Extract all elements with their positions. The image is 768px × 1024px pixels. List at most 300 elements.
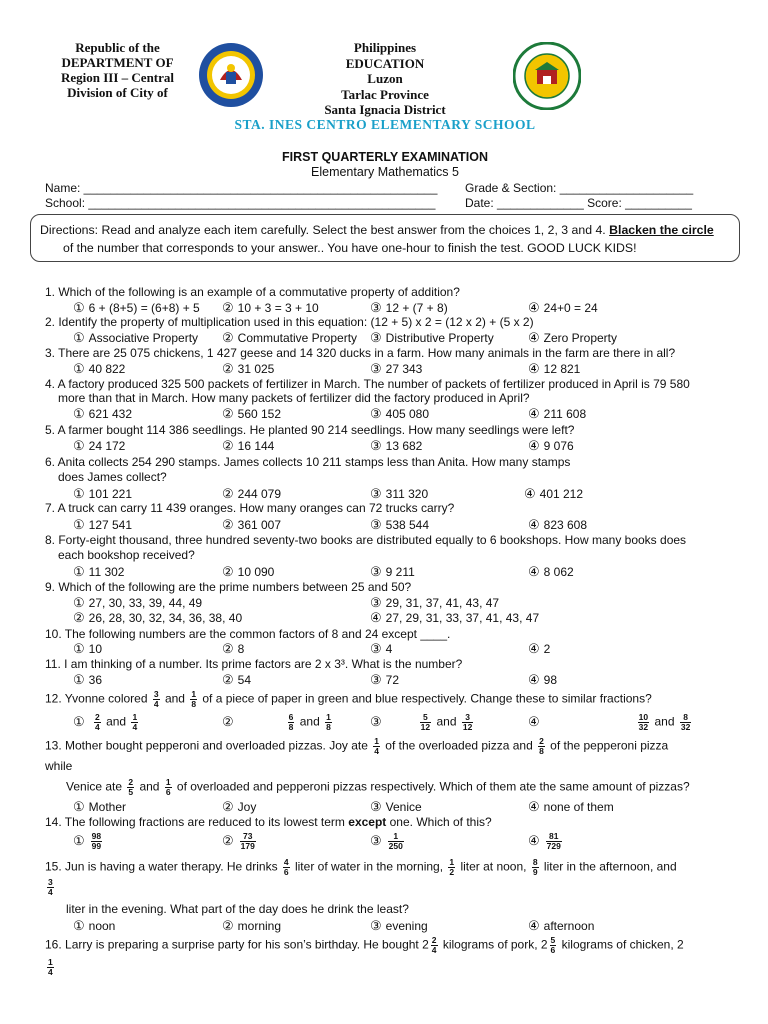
denominator: 8 xyxy=(539,746,544,756)
option-2[interactable] xyxy=(222,918,281,934)
option-circle-icon[interactable]: ① xyxy=(73,595,85,610)
option-text: 40 822 xyxy=(88,362,126,376)
option-4[interactable] xyxy=(528,713,693,732)
option-circle-icon[interactable]: ④ xyxy=(528,641,540,656)
question-text: liter in the afternoon, and xyxy=(540,859,677,874)
option-text: 24 172 xyxy=(88,439,126,453)
option-text: 9 211 xyxy=(385,565,415,579)
numerator: 1 xyxy=(449,857,455,867)
option-circle-icon[interactable]: ④ xyxy=(528,564,540,579)
option-text: 36 xyxy=(88,673,103,687)
option-3[interactable] xyxy=(370,713,475,732)
option-circle-icon[interactable]: ② xyxy=(222,672,234,687)
option-3[interactable] xyxy=(370,641,392,657)
option-circle-icon[interactable]: ④ xyxy=(528,918,540,933)
option-text: and xyxy=(106,714,127,729)
question-12 xyxy=(45,690,652,709)
option-3[interactable] xyxy=(370,918,428,934)
numerator: 10 xyxy=(638,712,649,722)
denominator: 4 xyxy=(374,746,379,756)
option-circle-icon[interactable]: ① xyxy=(73,300,85,315)
option-4[interactable] xyxy=(528,832,564,851)
option-text: 823 608 xyxy=(543,518,588,532)
question-4: 4. A factory produced 325 500 packets of fertilizer in March. The number of packets of fertilizer produced in April is 79 580 xyxy=(45,377,690,391)
option-text: Associative Property xyxy=(88,331,199,345)
option-circle-icon[interactable]: ② xyxy=(222,361,234,376)
option-circle-icon[interactable]: ③ xyxy=(370,438,382,453)
numerator: 1 xyxy=(374,736,379,746)
option-circle-icon[interactable]: ④ xyxy=(528,330,540,345)
fraction xyxy=(47,878,54,897)
question-text: Venice ate xyxy=(66,779,126,794)
option-text: Venice xyxy=(385,800,422,814)
option-circle-icon[interactable]: ① xyxy=(73,406,85,421)
question-text: 15. Jun is having a water therapy. He drinks xyxy=(45,859,281,874)
option-1[interactable] xyxy=(73,438,125,454)
header-left-line: Region III – Central xyxy=(60,70,175,85)
option-text: 12 + (7 + 8) xyxy=(385,301,448,315)
fraction xyxy=(388,832,404,851)
option-circle-icon[interactable]: ③ xyxy=(370,330,382,345)
option-2[interactable] xyxy=(222,406,281,422)
denominator: 8 xyxy=(191,699,197,709)
option-circle-icon[interactable]: ③ xyxy=(370,799,382,814)
question-text: and xyxy=(136,779,163,794)
option-circle-icon[interactable]: ③ xyxy=(370,300,382,315)
option-text: Joy xyxy=(237,800,257,814)
question-text: of the overloaded pizza and xyxy=(381,738,537,753)
option-text: 211 608 xyxy=(543,407,587,421)
question-text: kilograms of pork, 2 xyxy=(439,937,548,952)
option-1[interactable] xyxy=(73,300,200,316)
option-text: 405 080 xyxy=(385,407,430,421)
option-1[interactable] xyxy=(73,330,198,346)
school-field[interactable]: School: ____________________________________________________ xyxy=(45,196,436,210)
question-15-continued: liter in the evening. What part of the day does he drink the least? xyxy=(66,902,409,916)
fraction xyxy=(373,737,380,756)
denominator: 179 xyxy=(240,841,255,851)
option-4[interactable] xyxy=(524,486,583,502)
option-1[interactable] xyxy=(73,799,126,815)
directions-emphasis: Blacken the circle xyxy=(609,223,714,237)
option-1[interactable] xyxy=(73,595,202,611)
option-text: Zero Property xyxy=(543,331,618,345)
option-circle-icon[interactable]: ② xyxy=(222,799,234,814)
fraction xyxy=(420,713,431,732)
option-text: afternoon xyxy=(543,919,595,933)
question-6: 6. Anita collects 254 290 stamps. James collects 10 211 stamps less than Anita. How many stamps xyxy=(45,455,571,469)
option-3[interactable] xyxy=(370,832,406,851)
option-text: 2 xyxy=(543,642,551,656)
fraction xyxy=(680,713,691,732)
question-1: 1. Which of the following is an example of a commutative property of addition? xyxy=(45,285,460,299)
header-right-line: Santa Ignacia District xyxy=(324,102,446,117)
option-2[interactable] xyxy=(222,564,274,580)
option-circle-icon[interactable]: ① xyxy=(73,832,85,848)
numerator: 1 xyxy=(326,712,331,722)
option-1[interactable] xyxy=(73,486,132,502)
question-8-continued: each bookshop received? xyxy=(58,548,195,562)
option-text: 560 152 xyxy=(237,407,282,421)
option-text: 10 + 3 = 3 + 10 xyxy=(237,301,319,315)
denominator: 6 xyxy=(550,945,556,955)
question-9: 9. Which of the following are the prime numbers between 25 and 50? xyxy=(45,580,412,594)
option-circle-icon[interactable]: ① xyxy=(73,672,85,687)
option-1[interactable] xyxy=(73,713,140,732)
option-3[interactable] xyxy=(370,330,494,346)
question-4-continued: more than that in March. How many packets of fertilizer did the factory produced in April? xyxy=(58,391,530,405)
option-text: 27, 30, 33, 39, 44, 49 xyxy=(88,596,203,610)
option-text: 27 343 xyxy=(385,362,423,376)
option-circle-icon[interactable]: ① xyxy=(73,918,85,933)
option-circle-icon[interactable]: ④ xyxy=(528,713,540,729)
option-2[interactable] xyxy=(222,361,274,377)
denominator: 4 xyxy=(95,722,100,732)
option-text: 311 320 xyxy=(385,487,429,501)
question-13-continued xyxy=(66,778,690,797)
question-text: one. Which of this? xyxy=(386,815,492,829)
option-text: 9 076 xyxy=(543,439,574,453)
option-circle-icon[interactable]: ② xyxy=(222,330,234,345)
option-circle-icon[interactable]: ② xyxy=(222,486,234,501)
denominator: 8 xyxy=(288,722,294,732)
option-text: 621 432 xyxy=(88,407,133,421)
option-text: 13 682 xyxy=(385,439,423,453)
option-3[interactable] xyxy=(370,672,399,688)
option-2[interactable] xyxy=(222,641,244,657)
fraction xyxy=(431,936,438,955)
fraction xyxy=(462,713,473,732)
option-3[interactable] xyxy=(370,486,428,502)
option-text: 26, 28, 30, 32, 34, 36, 38, 40 xyxy=(88,611,243,625)
option-circle-icon[interactable]: ④ xyxy=(524,486,536,501)
option-circle-icon[interactable]: ① xyxy=(73,641,85,656)
fraction xyxy=(538,737,545,756)
directions-text xyxy=(40,221,740,257)
numerator: 1 xyxy=(132,712,138,722)
option-2[interactable] xyxy=(222,799,256,815)
option-circle-icon[interactable]: ③ xyxy=(370,713,382,729)
numerator: 3 xyxy=(462,713,473,723)
option-circle-icon[interactable]: ② xyxy=(222,832,234,848)
question-text: liter of water in the morning, xyxy=(291,859,447,874)
numerator: 3 xyxy=(48,877,53,887)
numerator: 5 xyxy=(420,713,431,723)
denominator: 4 xyxy=(48,967,53,977)
question-13 xyxy=(45,737,668,756)
option-4[interactable] xyxy=(528,330,617,346)
option-circle-icon[interactable]: ① xyxy=(73,564,85,579)
fraction xyxy=(91,832,102,851)
date-score-field[interactable]: Date: _____________ Score: __________ xyxy=(465,196,692,210)
option-text: 10 090 xyxy=(237,565,275,579)
option-3[interactable] xyxy=(370,595,499,611)
option-3[interactable] xyxy=(370,300,448,316)
option-circle-icon[interactable]: ① xyxy=(73,330,85,345)
name-field[interactable]: Name: _____________________________________________________ xyxy=(45,181,438,195)
option-circle-icon[interactable]: ④ xyxy=(370,610,382,625)
option-circle-icon[interactable]: ④ xyxy=(528,672,540,687)
option-4[interactable] xyxy=(528,672,557,688)
question-7: 7. A truck can carry 11 439 oranges. How many oranges can 72 trucks carry? xyxy=(45,501,455,515)
question-5: 5. A farmer bought 114 386 seedlings. He planted 90 214 seedlings. How many seedlings were left? xyxy=(45,423,575,437)
denominator: 250 xyxy=(388,841,403,851)
option-circle-icon[interactable]: ③ xyxy=(370,641,382,656)
fraction xyxy=(325,713,332,732)
fraction xyxy=(47,958,54,977)
option-circle-icon[interactable]: ③ xyxy=(370,361,382,376)
option-text: evening xyxy=(385,919,428,933)
option-circle-icon[interactable]: ② xyxy=(222,406,234,421)
question-text: of overloaded and pepperoni pizzas respectively. Which of them ate the same amount of pizzas? xyxy=(173,779,690,794)
question-15 xyxy=(45,858,677,877)
option-2[interactable] xyxy=(222,713,334,732)
option-circle-icon[interactable]: ③ xyxy=(370,406,382,421)
option-2[interactable] xyxy=(222,832,258,851)
option-3[interactable] xyxy=(370,438,422,454)
question-text: 14. The following fractions are reduced to its lowest term xyxy=(45,815,349,829)
fraction xyxy=(240,832,256,851)
option-circle-icon[interactable]: ④ xyxy=(528,300,540,315)
question-14 xyxy=(45,815,492,829)
option-text: Commutative Property xyxy=(237,331,358,345)
option-circle-icon[interactable]: ② xyxy=(222,300,234,315)
option-circle-icon[interactable]: ③ xyxy=(370,517,382,532)
numerator: 2 xyxy=(431,935,437,945)
denominator: 99 xyxy=(91,841,102,851)
numerator: 1 xyxy=(165,777,171,787)
option-text: 101 221 xyxy=(88,487,133,501)
option-text: none of them xyxy=(543,800,614,814)
option-1[interactable] xyxy=(73,918,115,934)
numerator: 1 xyxy=(48,957,53,967)
option-circle-icon[interactable]: ④ xyxy=(528,799,540,814)
denominator: 9 xyxy=(532,867,538,877)
denominator: 32 xyxy=(680,722,691,732)
option-4[interactable] xyxy=(528,300,598,316)
denominator: 729 xyxy=(546,841,561,851)
option-text: Distributive Property xyxy=(385,331,494,345)
numerator: 5 xyxy=(550,935,556,945)
option-text: 361 007 xyxy=(237,518,282,532)
question-16 xyxy=(45,936,684,955)
header-right-line: Luzon xyxy=(367,71,403,86)
deped-seal-icon xyxy=(198,42,264,108)
denominator: 8 xyxy=(326,722,331,732)
option-text: 12 821 xyxy=(543,362,581,376)
option-4[interactable] xyxy=(528,918,594,934)
option-4[interactable] xyxy=(528,406,586,422)
option-2[interactable] xyxy=(222,438,274,454)
option-2[interactable] xyxy=(222,300,319,316)
option-text: 401 212 xyxy=(539,487,584,501)
option-1[interactable] xyxy=(73,832,104,851)
option-3[interactable] xyxy=(370,361,422,377)
option-text: Mother xyxy=(88,800,127,814)
numerator: 8 xyxy=(532,857,538,867)
fraction xyxy=(94,713,101,732)
option-circle-icon[interactable]: ① xyxy=(73,517,85,532)
school-name: STA. INES CENTRO ELEMENTARY SCHOOL xyxy=(234,117,536,132)
option-circle-icon[interactable]: ② xyxy=(222,517,234,532)
option-2[interactable] xyxy=(222,517,281,533)
option-3[interactable] xyxy=(370,799,422,815)
fraction xyxy=(288,713,295,732)
denominator: 32 xyxy=(638,722,649,732)
question-text: of a piece of paper in green and blue respectively. Change these to similar fractions? xyxy=(199,691,652,706)
option-circle-icon[interactable]: ② xyxy=(73,610,85,625)
denominator: 12 xyxy=(462,722,473,732)
question-text: 13. Mother bought pepperoni and overloaded pizzas. Joy ate xyxy=(45,738,372,753)
numerator: 1 xyxy=(191,689,197,699)
grade-section-field[interactable]: Grade & Section: ____________________ xyxy=(465,181,694,195)
numerator: 98 xyxy=(91,831,102,841)
option-circle-icon[interactable]: ④ xyxy=(528,517,540,532)
question-16-fraction-line xyxy=(45,958,56,977)
numerator: 3 xyxy=(153,689,159,699)
question-text: 16. Larry is preparing a surprise party for his son’s birthday. He bought 2 xyxy=(45,937,429,952)
question-text: of the pepperoni pizza xyxy=(546,738,669,753)
option-3[interactable] xyxy=(370,517,429,533)
option-text: 538 544 xyxy=(385,518,430,532)
option-text: 31 025 xyxy=(237,362,275,376)
option-circle-icon[interactable]: ② xyxy=(222,713,234,729)
question-6-continued: does James collect? xyxy=(58,470,167,484)
option-circle-icon[interactable]: ④ xyxy=(528,361,540,376)
numerator: 81 xyxy=(546,832,562,842)
option-text: noon xyxy=(88,919,116,933)
question-10: 10. The following numbers are the common factors of 8 and 24 except ____. xyxy=(45,627,451,641)
header-right-line: EDUCATION xyxy=(345,55,425,71)
option-circle-icon[interactable]: ② xyxy=(222,641,234,656)
option-circle-icon[interactable]: ④ xyxy=(528,832,540,848)
numerator: 1 xyxy=(388,832,404,842)
header-right-block xyxy=(300,40,470,118)
header-left-block xyxy=(40,40,195,100)
option-circle-icon[interactable]: ③ xyxy=(370,564,382,579)
option-text: 24+0 = 24 xyxy=(543,301,598,315)
fraction xyxy=(190,690,197,709)
option-circle-icon[interactable]: ① xyxy=(73,799,85,814)
fraction xyxy=(131,713,138,732)
option-text: and xyxy=(299,714,320,729)
fraction xyxy=(127,778,134,797)
numerator: 2 xyxy=(95,712,100,722)
question-text: and xyxy=(161,691,189,706)
option-4[interactable] xyxy=(528,641,550,657)
option-4[interactable] xyxy=(528,438,574,454)
option-text: 127 541 xyxy=(88,518,133,532)
option-1[interactable] xyxy=(73,361,125,377)
option-circle-icon[interactable]: ② xyxy=(222,564,234,579)
option-1[interactable] xyxy=(73,672,102,688)
fraction xyxy=(153,690,160,709)
option-text: 11 302 xyxy=(88,565,125,579)
header-right-line: Philippines xyxy=(353,40,417,55)
numerator: 8 xyxy=(680,713,691,723)
denominator: 6 xyxy=(283,867,289,877)
question-text: kilograms of chicken, 2 xyxy=(558,937,684,952)
option-circle-icon[interactable]: ① xyxy=(73,486,85,501)
option-circle-icon[interactable]: ③ xyxy=(370,486,382,501)
option-1[interactable] xyxy=(73,406,132,422)
option-circle-icon[interactable]: ③ xyxy=(370,832,382,848)
header-left-line: Republic of the xyxy=(75,40,160,55)
option-2[interactable] xyxy=(73,610,242,626)
header-left-line: DEPARTMENT OF xyxy=(61,55,174,70)
question-text: 12. Yvonne colored xyxy=(45,691,151,706)
option-4[interactable] xyxy=(370,610,539,626)
fraction xyxy=(165,778,172,797)
option-3[interactable] xyxy=(370,406,429,422)
option-text: 72 xyxy=(385,673,400,687)
option-circle-icon[interactable]: ① xyxy=(73,713,85,729)
question-3: 3. There are 25 075 chickens, 1 427 geese and 14 320 ducks in a farm. How many animals in the farm are there in all? xyxy=(45,346,676,360)
option-text: and xyxy=(654,714,675,729)
option-circle-icon[interactable]: ② xyxy=(222,438,234,453)
option-text: morning xyxy=(237,919,282,933)
option-text: 29, 31, 37, 41, 43, 47 xyxy=(385,596,500,610)
question-emphasis: except xyxy=(348,815,387,829)
option-circle-icon[interactable]: ③ xyxy=(370,672,382,687)
option-circle-icon[interactable]: ④ xyxy=(528,438,540,453)
option-4[interactable] xyxy=(528,799,614,815)
option-2[interactable] xyxy=(222,672,251,688)
option-circle-icon[interactable]: ③ xyxy=(370,595,382,610)
numerator: 6 xyxy=(288,712,294,722)
option-2[interactable] xyxy=(222,486,281,502)
option-4[interactable] xyxy=(528,564,574,580)
option-3[interactable] xyxy=(370,564,415,580)
option-circle-icon[interactable]: ④ xyxy=(528,406,540,421)
fraction xyxy=(638,713,649,732)
fraction xyxy=(532,858,539,877)
header-left-line: Division of City of xyxy=(67,85,168,100)
option-text: 54 xyxy=(237,673,252,687)
option-1[interactable] xyxy=(73,564,124,580)
denominator: 6 xyxy=(165,787,171,797)
fraction xyxy=(448,858,455,877)
option-circle-icon[interactable]: ③ xyxy=(370,918,382,933)
denominator: 4 xyxy=(48,887,53,897)
option-1[interactable] xyxy=(73,641,102,657)
numerator: 2 xyxy=(539,736,544,746)
denominator: 5 xyxy=(128,787,134,797)
numerator: 73 xyxy=(240,832,256,842)
fraction xyxy=(546,832,562,851)
option-4[interactable] xyxy=(528,361,580,377)
school-seal-icon xyxy=(513,42,581,110)
question-8: 8. Forty-eight thousand, three hundred seventy-two books are distributed equally to 6 bookshops. How many books does xyxy=(45,533,687,547)
option-circle-icon[interactable]: ① xyxy=(73,438,85,453)
option-text: and xyxy=(436,714,457,729)
option-text: 6 + (8+5) = (6+8) + 5 xyxy=(88,301,200,315)
option-text: 8 062 xyxy=(543,565,574,579)
option-circle-icon[interactable]: ② xyxy=(222,918,234,933)
option-1[interactable] xyxy=(73,517,132,533)
option-2[interactable] xyxy=(222,330,357,346)
option-text: 98 xyxy=(543,673,558,687)
question-11: 11. I am thinking of a number. Its prime factors are 2 x 3³. What is the number? xyxy=(45,657,463,671)
fraction xyxy=(550,936,557,955)
denominator: 12 xyxy=(420,722,431,732)
question-13-while: while xyxy=(45,759,73,773)
exam-title: FIRST QUARTERLY EXAMINATION xyxy=(281,150,489,164)
option-4[interactable] xyxy=(528,517,587,533)
option-circle-icon[interactable]: ① xyxy=(73,361,85,376)
numerator: 2 xyxy=(128,777,134,787)
question-2: 2. Identify the property of multiplication used in this equation: (12 + 5) x 2 = (12 x 2) + (5 x 2) xyxy=(45,315,534,329)
